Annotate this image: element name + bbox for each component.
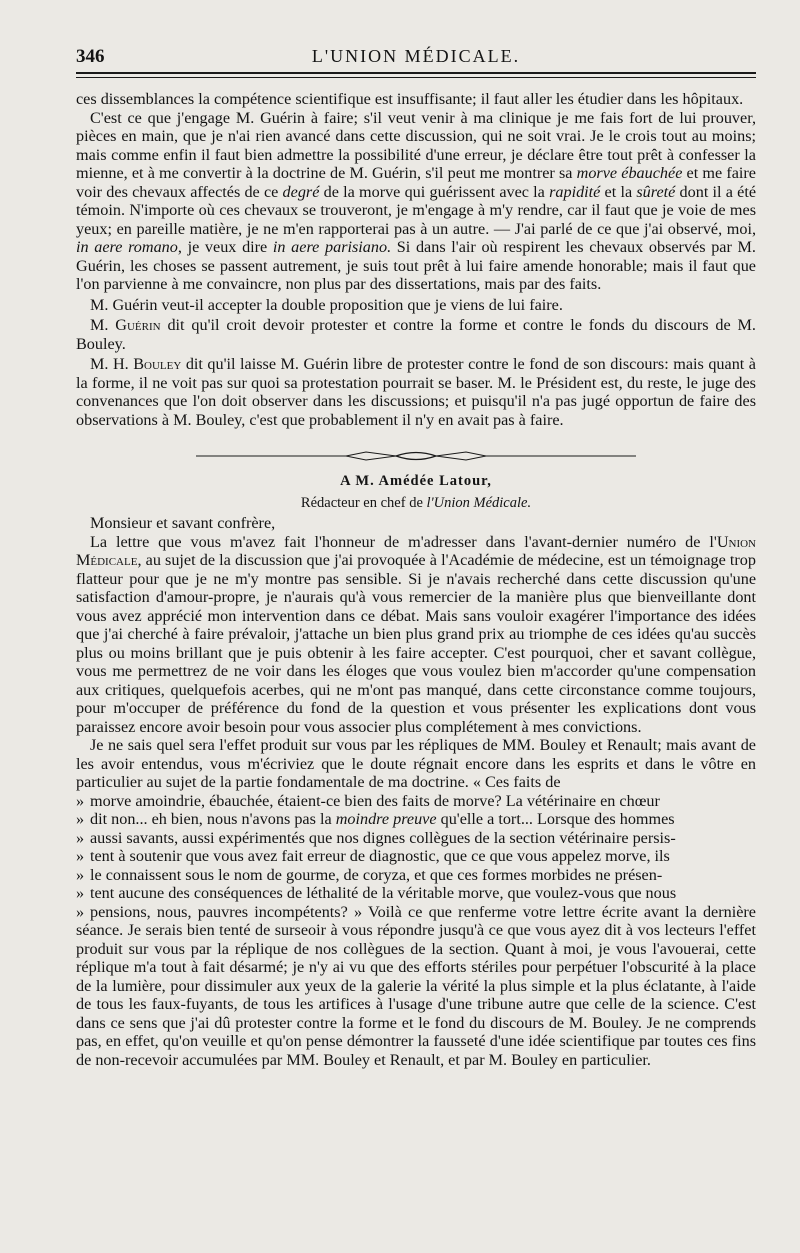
paragraph: C'est ce que j'engage M. Guérin à faire; s'il veut venir à ma clinique je me fais fort de lui prouver, pièces en main, que je n'ai rien avancé dans cette discussion, qui ne soit vrai. Je le crois tout au moins; mais comme enfin il faut bien admettre la possibilité d'une erreur, je déclare être tout prêt à confesser la mienne, et à me convertir à la doctrine de M. Guérin, s'il peut me montrer sa morve ébauchée et me faire voir des chevaux affectés de ce degré de la morve qui guérissent avec la rapidité et la sûreté dont il a été témoin. N'importe où ces chevaux se trouveront, je m'engage à m'y rendre, car il faut que je voie de mes yeux; en pareille matière, je ne m'en rapporterai pas à un autre. — J'ai parlé de ce que j'ai observé, moi, in aere romano, je veux dire in aere parisiano. Si dans l'air où respirent les chevaux observés par M. Guérin, les choses se passent autrement, je suis tout prêt à lui faire amende honorable; mais il faut que l'on parvienne à me convaincre, non plus par des dissertations, mais par des faits. (76, 108, 757, 293)
letter-addressee: A M. Amédée Latour, (340, 473, 492, 489)
paragraph: ces dissemblances la compétence scientifique est insuffisante; il faut aller les étudier dans les hôpitaux. (76, 90, 744, 108)
paragraph: M. H. Bouley dit qu'il laisse M. Guérin libre de protester contre le fond de son discours: mais quant à la forme, il ne voit pas sur quoi sa protestation pourrait se baser. M. le Président est, du reste, le juge des convenances que l'on doit observer dans les discussions; et puisqu'il n'a pas jugé opportun de faire des observations à M. Bouley, c'est que probablement il n'y en avait pas à faire. (76, 355, 756, 429)
quoted-line: » pensions, nous, pauvres incompétents? » Voilà ce que renferme votre lettre écrite avant la dernière séance. Je serais bien tenté de surseoir à vous répondre jusqu'à ce que vous ayez dit à vos lecteurs l'effet produit sur vous par la réplique de nos collègues de la section. Quant à moi, je vous l'avouerai, cette réplique m'a tout à fait désarmé; je n'y ai vu que des efforts stériles pour perpétuer l'obscurité à la place de la lumière, pour dissimuler aux yeux de la galerie la vérité la plus simple et la plus éclatante, à l'aide de tous les faux-fuyants, de tous les artifices à l'usage d'une tribune autre que celle de la science. C'est dans ce sens que j'ai dû protester contre la forme et le fond du discours de M. Bouley. Je ne comprends pas, en effet, qu'on veuille et qu'on pense démontrer la fausseté d'une idée scientifique par toutes ces fins de non-recevoir accumulées par MM. Bouley et Renault, et par M. Bouley en particulier. (76, 902, 756, 1069)
running-header (76, 42, 756, 74)
page-number: 346 (76, 46, 105, 67)
addressee-title: Rédacteur en chef de l'Union Médicale. (300, 495, 532, 511)
salutation: Monsieur et savant confrère, (90, 514, 276, 532)
ornamental-divider (196, 449, 636, 463)
paragraph: La lettre que vous m'avez fait l'honneur de m'adresser dans l'avant-dernier numéro de l'Union Médicale, au sujet de la discussion que j'ai provoquée à l'Académie de médecine, est un témoignage trop flatteur pour que je ne m'y montre pas sensible. Si je n'avais recherché dans cette discussion qu'une satisfaction d'amour-propre, je n'aurais qu'à vous remercier de la manière plus que bienveillante dont vous avez apprécié mon intervention dans ce débat. Mais sans vouloir exagérer l'importance des idées que j'ai cherché à faire prévaloir, j'attache un bien plus grand prix au triomphe de ces idées qu'au succès plus ou moins brillant que je puis obtenir à les faire accepter. C'est pourquoi, cher et savant collègue, vous me permettrez de ne voir dans les éloges que vous voulez bien m'accorder qu'une compensation aux critiques, quelquefois acerbes, qui ne m'ont pas manqué, dans cette circonstance comme toujours, pour m'occuper de préférence du fond de la question et vous présenter les explications dont vous paraissez encore avoir besoin pour vous associer plus complétement à mes convictions. (76, 532, 756, 736)
journal-title: L'UNION MÉDICALE. (311, 46, 521, 66)
speaker-name: Guérin (115, 316, 161, 334)
quoted-line: » dit non... eh bien, nous n'avons pas la moindre preuve qu'elle a tort... Lorsque des hommes (76, 810, 675, 828)
quoted-line: » le connaissent sous le nom de gourme, de coryza, et que ces formes morbides ne présen- (76, 865, 663, 884)
paragraph: Je ne sais quel sera l'effet produit sur vous par les répliques de MM. Bouley et Renault; mais avant de les avoir entendus, vous m'écriviez que le doute régnait encore dans les esprits et dans le vôtre en particulier au sujet de la partie fondamentale de ma doctrine. « Ces faits de (76, 736, 756, 791)
header-rule (76, 77, 756, 78)
quoted-line: » morve amoindrie, ébauchée, étaient-ce bien des faits de morve? La vétérinaire en chœur (76, 791, 660, 810)
discussion-section (76, 90, 756, 429)
speaker-name: Bouley (133, 355, 182, 373)
quoted-line: » tent aucune des conséquences de léthalité de la véritable morve, que voulez-vous que nous (76, 884, 677, 902)
quoted-line: » tent à soutenir que vous avez fait erreur de diagnostic, que ce que vous appelez morve, ils (76, 847, 670, 865)
quoted-line: » aussi savants, aussi expérimentés que nos dignes collègues de la section vétérinaire persis- (76, 828, 676, 847)
journal-name: Union Médicale (76, 532, 756, 569)
paragraph: M. Guérin veut-il accepter la double proposition que je viens de lui faire. (90, 295, 563, 314)
letter-body (76, 514, 756, 1069)
paragraph: M. Guérin dit qu'il croit devoir protester et contre la forme et contre le fonds du discours de M. Bouley. (76, 316, 756, 353)
